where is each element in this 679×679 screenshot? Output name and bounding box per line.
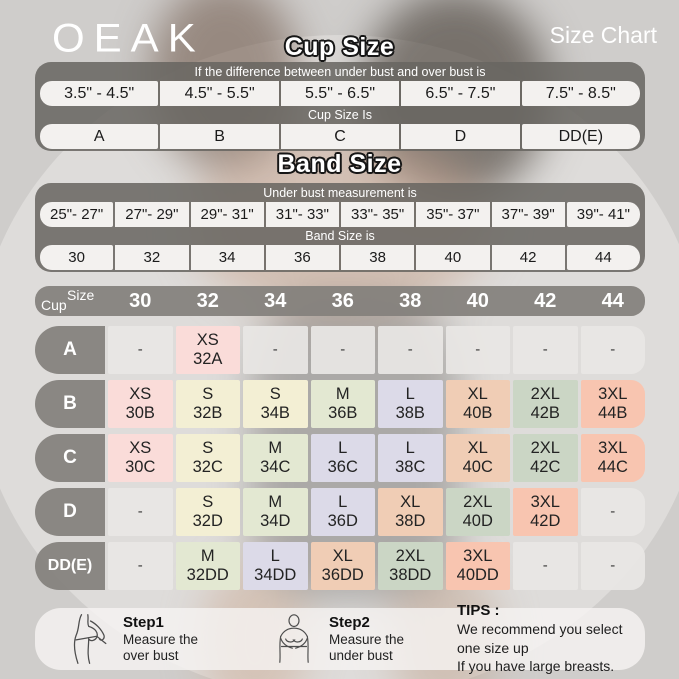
tips-text <box>457 620 627 677</box>
cup-size-title: Cup Size <box>284 33 395 61</box>
size-label: S <box>202 385 214 404</box>
step1-block <box>123 614 245 664</box>
cup-letter-row <box>35 124 645 149</box>
matrix-size-cell <box>446 542 511 590</box>
size-label: XL <box>332 547 353 566</box>
matrix-cup-label: DD(E) <box>35 542 105 590</box>
size-matrix-header <box>35 286 645 316</box>
matrix-size-cell <box>513 488 578 536</box>
matrix-size-cell <box>446 434 511 482</box>
matrix-size-cell <box>243 434 308 482</box>
matrix-size-cell <box>311 380 376 428</box>
matrix-size-cell <box>176 434 241 482</box>
matrix-row <box>35 380 645 428</box>
matrix-size-cell <box>243 542 308 590</box>
band-code: 30C <box>125 458 156 476</box>
band-code: 34D <box>260 512 291 530</box>
cup-letter-cell: C <box>281 124 399 149</box>
size-label: L <box>338 439 348 458</box>
matrix-size-cell <box>176 326 241 374</box>
band-result-bar: Band Size is <box>305 229 375 243</box>
band-code: 40B <box>463 404 493 422</box>
matrix-size-cell: - <box>108 542 173 590</box>
matrix-size-cell: - <box>446 326 511 374</box>
cup-range-cell: 7.5" - 8.5" <box>522 81 640 106</box>
size-label: XS <box>196 331 219 350</box>
brand-logo: OEAK <box>52 15 205 60</box>
matrix-size-cell: - <box>108 326 173 374</box>
matrix-cup-label: A <box>35 326 105 374</box>
matrix-column-header: 32 <box>196 289 219 312</box>
band-range-cell: 31"- 33" <box>266 202 339 227</box>
step2-block <box>329 614 451 664</box>
matrix-column-header: 30 <box>129 289 152 312</box>
matrix-cup-label: B <box>35 380 105 428</box>
cup-range-cell: 6.5" - 7.5" <box>401 81 519 106</box>
matrix-size-cell <box>446 380 511 428</box>
band-code: 32C <box>192 458 223 476</box>
cup-letter-cell: DD(E) <box>522 124 640 149</box>
band-code: 40C <box>462 458 493 476</box>
step2-line2: under bust <box>329 648 393 663</box>
over-bust-measure-icon <box>59 612 113 666</box>
band-code: 34DD <box>254 566 297 584</box>
band-code: 32A <box>193 350 223 368</box>
band-code: 40D <box>462 512 493 530</box>
matrix-column-header: 40 <box>466 289 489 312</box>
size-label: M <box>268 493 283 512</box>
size-label: 2XL <box>463 493 493 512</box>
matrix-size-cell <box>311 434 376 482</box>
band-number-cell: 42 <box>492 245 565 270</box>
band-code: 34C <box>260 458 291 476</box>
size-label: XL <box>467 385 488 404</box>
cup-letter-cell: D <box>401 124 519 149</box>
band-range-cell: 33"- 35" <box>341 202 414 227</box>
band-code: 30B <box>125 404 155 422</box>
size-label: M <box>200 547 215 566</box>
matrix-size-cell <box>108 434 173 482</box>
matrix-size-cell <box>311 542 376 590</box>
matrix-size-cell: - <box>513 326 578 374</box>
size-label: L <box>338 493 348 512</box>
band-code: 36B <box>328 404 358 422</box>
matrix-size-cell <box>378 434 443 482</box>
band-code: 42C <box>530 458 561 476</box>
matrix-size-cell <box>446 488 511 536</box>
band-number-cell: 36 <box>266 245 339 270</box>
matrix-column-header: 44 <box>601 289 624 312</box>
matrix-column-header: 42 <box>534 289 557 312</box>
size-label: M <box>268 439 283 458</box>
corner-size-label: Size <box>67 287 95 303</box>
band-size-title: Band Size <box>277 150 402 178</box>
band-code: 38B <box>395 404 425 422</box>
band-code: 38C <box>395 458 426 476</box>
tips-line2: If you have large breasts. <box>457 658 615 675</box>
size-label: 2XL <box>395 547 425 566</box>
band-code: 32D <box>192 512 223 530</box>
band-range-cell: 39"- 41" <box>567 202 640 227</box>
size-label: XL <box>467 439 488 458</box>
matrix-row <box>35 488 645 536</box>
band-code: 32DD <box>186 566 229 584</box>
band-range-cell: 37"- 39" <box>492 202 565 227</box>
cup-range-cell: 3.5" - 4.5" <box>40 81 158 106</box>
size-label: L <box>405 385 415 404</box>
band-range-cell: 25"- 27" <box>40 202 113 227</box>
matrix-size-cell: - <box>513 542 578 590</box>
band-size-table <box>35 183 645 272</box>
size-label: 2XL <box>530 385 560 404</box>
size-label: 2XL <box>530 439 560 458</box>
cup-condition-bar: If the difference between under bust and over bust is <box>194 65 486 79</box>
measuring-guide-panel <box>35 601 645 675</box>
matrix-size-cell <box>243 380 308 428</box>
band-code: 44C <box>597 458 628 476</box>
band-code: 42D <box>530 512 561 530</box>
cup-range-cell: 5.5" - 6.5" <box>281 81 399 106</box>
band-code: 36D <box>327 512 358 530</box>
size-label: XS <box>129 439 152 458</box>
band-code: 36C <box>327 458 358 476</box>
band-number-cell: 40 <box>416 245 489 270</box>
step1-line1: Measure the <box>123 632 199 648</box>
matrix-size-cell <box>378 542 443 590</box>
tips-title: TIPS : <box>457 601 500 619</box>
size-label: S <box>202 439 214 458</box>
step2-line1: Measure the <box>329 632 405 648</box>
band-code: 40DD <box>456 566 499 584</box>
matrix-size-cell <box>378 380 443 428</box>
matrix-cup-label: C <box>35 434 105 482</box>
matrix-size-cell <box>176 488 241 536</box>
cup-letter-cell: B <box>160 124 278 149</box>
step1-text <box>123 632 245 664</box>
band-code: 32B <box>193 404 223 422</box>
size-label: 3XL <box>530 493 560 512</box>
size-label: 3XL <box>463 547 493 566</box>
matrix-cup-label: D <box>35 488 105 536</box>
cup-letter-cell: A <box>40 124 158 149</box>
cup-result-bar: Cup Size Is <box>308 108 372 122</box>
step2-title: Step2 <box>329 614 370 632</box>
matrix-row <box>35 542 645 590</box>
band-code: 42B <box>530 404 560 422</box>
matrix-size-cell <box>243 488 308 536</box>
matrix-row <box>35 326 645 374</box>
matrix-size-cell: - <box>581 542 646 590</box>
matrix-size-cell: - <box>581 326 646 374</box>
band-number-cell: 32 <box>115 245 188 270</box>
band-range-cell: 29"- 31" <box>191 202 264 227</box>
cup-range-cell: 4.5" - 5.5" <box>160 81 278 106</box>
band-code: 36DD <box>321 566 364 584</box>
matrix-size-cell <box>108 380 173 428</box>
size-label: 3XL <box>598 385 628 404</box>
step2-text <box>329 632 451 664</box>
band-number-cell: 30 <box>40 245 113 270</box>
band-code: 38D <box>395 512 426 530</box>
matrix-column-header: 34 <box>264 289 287 312</box>
matrix-size-cell <box>513 434 578 482</box>
size-label: S <box>202 493 214 512</box>
page-title: Size Chart <box>549 22 657 48</box>
matrix-size-cell <box>581 434 646 482</box>
tips-line1: We recommend you select one size up <box>457 620 623 656</box>
band-range-cell: 27"- 29" <box>115 202 188 227</box>
step1-title: Step1 <box>123 614 164 632</box>
size-label: M <box>335 385 350 404</box>
band-range-cell: 35"- 37" <box>416 202 489 227</box>
tips-block <box>457 602 627 677</box>
cup-size-table <box>35 62 645 151</box>
matrix-column-header: 36 <box>331 289 354 312</box>
step1-line2: over bust <box>123 648 179 663</box>
matrix-size-cell: - <box>243 326 308 374</box>
size-label: L <box>270 547 280 566</box>
band-range-row <box>35 202 645 227</box>
cup-range-row <box>35 81 645 106</box>
band-number-cell: 34 <box>191 245 264 270</box>
band-number-row <box>35 245 645 270</box>
matrix-size-cell: - <box>581 488 646 536</box>
band-code: 44B <box>598 404 628 422</box>
size-label: XS <box>129 385 152 404</box>
matrix-size-cell <box>513 380 578 428</box>
matrix-size-cell <box>176 380 241 428</box>
band-number-cell: 44 <box>567 245 640 270</box>
band-code: 38DD <box>389 566 432 584</box>
matrix-row <box>35 434 645 482</box>
matrix-size-cell <box>311 488 376 536</box>
matrix-column-header: 38 <box>399 289 422 312</box>
matrix-size-cell <box>176 542 241 590</box>
size-label: L <box>405 439 415 458</box>
size-matrix-rows <box>35 326 645 596</box>
size-label: XL <box>400 493 421 512</box>
matrix-corner-cell <box>35 286 105 316</box>
size-label: 3XL <box>598 439 628 458</box>
matrix-size-cell: - <box>378 326 443 374</box>
matrix-size-cell: - <box>311 326 376 374</box>
band-condition-bar: Under bust measurement is <box>263 186 417 200</box>
size-label: S <box>269 385 281 404</box>
matrix-size-cell <box>581 380 646 428</box>
corner-cup-label: Cup <box>41 297 67 313</box>
matrix-size-cell <box>378 488 443 536</box>
under-bust-measure-icon <box>269 612 319 666</box>
matrix-size-cell: - <box>108 488 173 536</box>
band-code: 34B <box>260 404 290 422</box>
band-number-cell: 38 <box>341 245 414 270</box>
